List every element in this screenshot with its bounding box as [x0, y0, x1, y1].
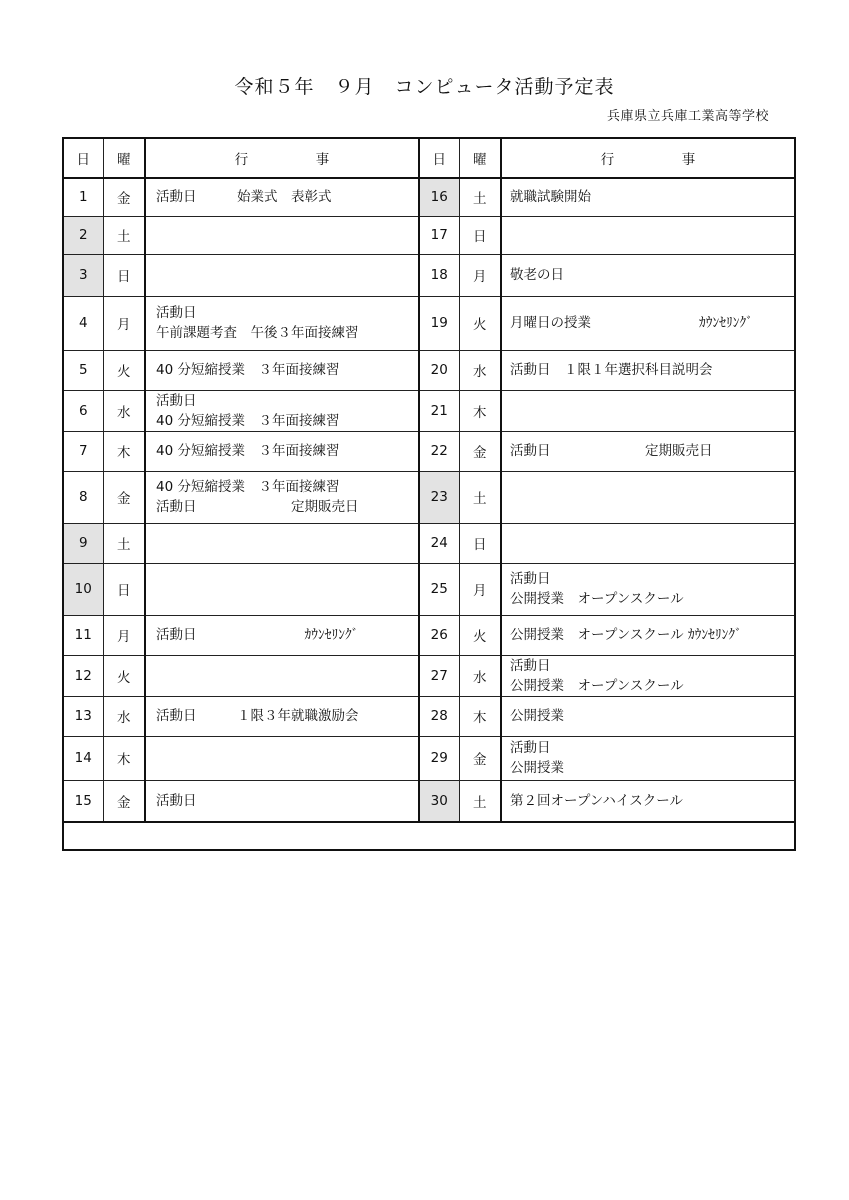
- day-number: 5: [63, 350, 103, 390]
- event-cell: [501, 254, 795, 296]
- event-cell: [145, 178, 419, 216]
- event-text: 公開授業: [510, 760, 564, 776]
- day-number: 28: [419, 696, 459, 736]
- table-row: [63, 563, 795, 615]
- table-row: [63, 780, 795, 822]
- weekday: 金: [103, 471, 145, 523]
- event-cell: [145, 216, 419, 254]
- weekday: 木: [459, 696, 501, 736]
- table-row: [63, 523, 795, 563]
- table-row: [63, 178, 795, 216]
- weekday: 日: [103, 254, 145, 296]
- day-number: 18: [419, 254, 459, 296]
- event-cell: [501, 615, 795, 655]
- event-text: 敬老の日: [510, 267, 564, 283]
- event-text: 40 分短縮授業 ３年面接練習: [156, 443, 340, 459]
- event-text: 40 分短縮授業 ３年面接練習: [156, 412, 340, 429]
- day-number: 20: [419, 350, 459, 390]
- day-number: 12: [63, 655, 103, 696]
- header-events: 行 事: [145, 138, 419, 178]
- table-row: [63, 431, 795, 471]
- weekday: 土: [103, 216, 145, 254]
- day-number: 17: [419, 216, 459, 254]
- event-text: 40 分短縮授業 ３年面接練習: [156, 362, 340, 378]
- table-row: [63, 254, 795, 296]
- weekday: 水: [459, 655, 501, 696]
- weekday: 土: [103, 523, 145, 563]
- day-number: 7: [63, 431, 103, 471]
- event-cell: [501, 296, 795, 350]
- day-number: 15: [63, 780, 103, 822]
- day-number: 30: [419, 780, 459, 822]
- event-text: 活動日 定期販売日: [156, 499, 359, 515]
- weekday: 金: [459, 736, 501, 780]
- event-cell: [501, 736, 795, 780]
- weekday: 金: [103, 780, 145, 822]
- header-day: 日: [419, 138, 459, 178]
- header-weekday: 曜: [103, 138, 145, 178]
- event-text: 活動日: [510, 657, 551, 674]
- event-cell: [145, 254, 419, 296]
- event-text: 第２回オープンハイスクール: [510, 792, 683, 809]
- weekday: 水: [459, 350, 501, 390]
- table-row: [63, 350, 795, 390]
- table-row: [63, 615, 795, 655]
- event-cell: [145, 780, 419, 822]
- weekday: 水: [103, 696, 145, 736]
- weekday: 月: [459, 254, 501, 296]
- event-cell: [145, 471, 419, 523]
- event-cell: [145, 523, 419, 563]
- weekday: 土: [459, 471, 501, 523]
- event-cell: [145, 431, 419, 471]
- weekday: 土: [459, 780, 501, 822]
- day-number: 21: [419, 390, 459, 431]
- event-cell: [501, 390, 795, 431]
- event-text: 活動日 ｶｳﾝｾﾘﾝｸﾞ: [156, 627, 359, 643]
- weekday: 月: [103, 296, 145, 350]
- day-number: 19: [419, 296, 459, 350]
- header-weekday: 曜: [459, 138, 501, 178]
- event-cell: [145, 736, 419, 780]
- day-number: 24: [419, 523, 459, 563]
- day-number: 2: [63, 216, 103, 254]
- day-number: 23: [419, 471, 459, 523]
- event-cell: [145, 615, 419, 655]
- event-cell: [145, 390, 419, 431]
- weekday: 火: [103, 350, 145, 390]
- weekday: 木: [459, 390, 501, 431]
- weekday: 日: [459, 523, 501, 563]
- event-cell: [145, 563, 419, 615]
- weekday: 木: [103, 736, 145, 780]
- day-number: 1: [63, 178, 103, 216]
- event-cell: [145, 655, 419, 696]
- header-events: 行 事: [501, 138, 795, 178]
- schedule-table: [62, 137, 796, 851]
- page-title: 令和５年 ９月 コンピュータ活動予定表: [234, 76, 615, 98]
- school-name: 兵庫県立兵庫工業高等学校: [606, 109, 769, 124]
- event-text: 活動日 １限１年選択科目説明会: [510, 362, 713, 378]
- event-cell: [501, 216, 795, 254]
- day-number: 6: [63, 390, 103, 431]
- event-text: 公開授業 オープンスクール ｶｳﾝｾﾘﾝｸﾞ: [510, 627, 742, 643]
- day-number: 11: [63, 615, 103, 655]
- event-cell: [501, 350, 795, 390]
- event-text: 月曜日の授業 ｶｳﾝｾﾘﾝｸﾞ: [510, 315, 753, 331]
- event-text: 活動日: [510, 740, 551, 756]
- event-text: 活動日: [156, 392, 197, 409]
- event-text: 40 分短縮授業 ３年面接練習: [156, 479, 340, 495]
- footer-cell: [63, 822, 795, 850]
- weekday: 金: [103, 178, 145, 216]
- table-row: [63, 471, 795, 523]
- event-cell: [501, 471, 795, 523]
- weekday: 月: [103, 615, 145, 655]
- event-cell: [145, 296, 419, 350]
- event-text: 公開授業: [510, 708, 564, 724]
- event-cell: [501, 431, 795, 471]
- day-number: 29: [419, 736, 459, 780]
- day-number: 16: [419, 178, 459, 216]
- day-number: 25: [419, 563, 459, 615]
- event-text: 活動日 始業式 表彰式: [156, 189, 332, 206]
- day-number: 22: [419, 431, 459, 471]
- event-cell: [145, 350, 419, 390]
- event-text: 就職試験開始: [510, 189, 591, 206]
- event-cell: [501, 655, 795, 696]
- weekday: 日: [103, 563, 145, 615]
- weekday: 金: [459, 431, 501, 471]
- event-cell: [501, 563, 795, 615]
- weekday: 月: [459, 563, 501, 615]
- day-number: 9: [63, 523, 103, 563]
- table-row: [63, 696, 795, 736]
- event-cell: [501, 178, 795, 216]
- event-cell: [501, 780, 795, 822]
- event-text: 公開授業 オープンスクール: [510, 591, 684, 607]
- weekday: 日: [459, 216, 501, 254]
- table-footer-row: [63, 822, 795, 850]
- weekday: 火: [459, 296, 501, 350]
- table-row: [63, 655, 795, 696]
- table-row: [63, 390, 795, 431]
- weekday: 火: [103, 655, 145, 696]
- event-text: 活動日: [156, 792, 197, 809]
- day-number: 4: [63, 296, 103, 350]
- table-row: [63, 736, 795, 780]
- weekday: 火: [459, 615, 501, 655]
- weekday: 土: [459, 178, 501, 216]
- day-number: 13: [63, 696, 103, 736]
- day-number: 26: [419, 615, 459, 655]
- header-day: 日: [63, 138, 103, 178]
- day-number: 3: [63, 254, 103, 296]
- weekday: 水: [103, 390, 145, 431]
- table-row: [63, 296, 795, 350]
- event-text: 午前課題考査 午後３年面接練習: [156, 325, 359, 341]
- event-text: 活動日: [510, 571, 551, 587]
- event-text: 公開授業 オープンスクール: [510, 677, 684, 694]
- event-text: 活動日: [156, 305, 197, 321]
- event-cell: [501, 696, 795, 736]
- event-text: 活動日 定期販売日: [510, 443, 713, 459]
- table-row: [63, 216, 795, 254]
- weekday: 木: [103, 431, 145, 471]
- table-header-row: [63, 138, 795, 178]
- event-cell: [501, 523, 795, 563]
- day-number: 10: [63, 563, 103, 615]
- day-number: 8: [63, 471, 103, 523]
- event-text: 活動日 １限３年就職激励会: [156, 708, 359, 724]
- day-number: 27: [419, 655, 459, 696]
- day-number: 14: [63, 736, 103, 780]
- event-cell: [145, 696, 419, 736]
